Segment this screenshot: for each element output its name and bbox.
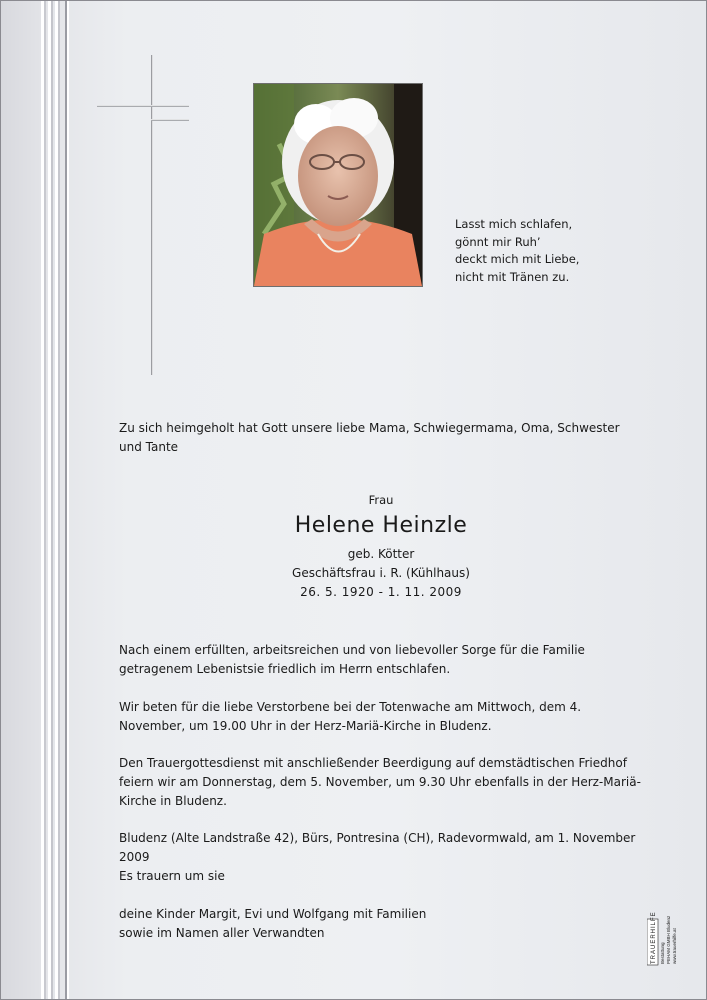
honorific: Frau — [368, 493, 394, 507]
poem-line: gönnt mir Ruh’ — [455, 234, 541, 249]
life-dates: 26. 5. 1920 - 1. 11. 2009 — [300, 585, 462, 599]
poem-line: deckt mich mit Liebe, — [455, 252, 580, 266]
place-date-line: Bludenz (Alte Landstraße 42), Bürs, Pontresina (CH), Radevormwald, am 1. November 2009 — [119, 831, 636, 864]
logo-line1: Bestattung — [660, 942, 665, 964]
logo-line2: PEHAM GMBH Bludenz — [666, 915, 671, 964]
mourners-list — [119, 905, 643, 943]
decorative-stripes — [1, 1, 71, 999]
funeral-home-logo — [647, 867, 679, 967]
poem — [455, 216, 579, 286]
intro-text: Zu sich heimgeholt hat Gott unsere liebe Mama, Schwiegermama, Oma, Schwester und Tante — [119, 421, 620, 454]
portrait-photo — [253, 83, 423, 287]
poem-line: nicht mit Tränen zu. — [455, 269, 570, 284]
poem-line: Lasst mich schlafen, — [455, 217, 573, 231]
mourners-line: sowie im Namen aller Verwandten — [119, 926, 325, 940]
maiden-name: geb. Kötter — [347, 547, 415, 561]
occupation: Geschäftsfrau i. R. (Kühlhaus) — [292, 566, 470, 580]
paragraph-funeral: Den Trauergottesdienst mit anschließender Beerdigung auf demstädtischen Friedhof feiern wir am Donnerstag, dem 5. November, um 9.30 Uhr ebenfalls in der Herz-Mariä-Kirche in Bludenz. — [119, 756, 641, 808]
paragraph-wake: Wir beten für die liebe Verstorbene bei der Totenwache am Mittwoch, dem 4. November, um 19.00 Uhr in der Herz-Mariä-Kirche in Bludenz. — [119, 700, 582, 733]
logo-line3: www.trauerhilfe.at — [672, 928, 677, 964]
mourners-line: deine Kinder Margit, Evi und Wolfgang mit Familien — [119, 907, 427, 921]
logo-brand: TRAUERHILFE — [651, 911, 657, 964]
paragraph-passing: Nach einem erfüllten, arbeitsreichen und von liebevoller Sorge für die Familie getragenem Lebenistsie friedlich im Herrn entschlafen. — [119, 643, 585, 676]
deceased-name: Helene Heinzle — [294, 513, 468, 538]
mourners-heading: Es trauern um sie — [119, 869, 225, 883]
